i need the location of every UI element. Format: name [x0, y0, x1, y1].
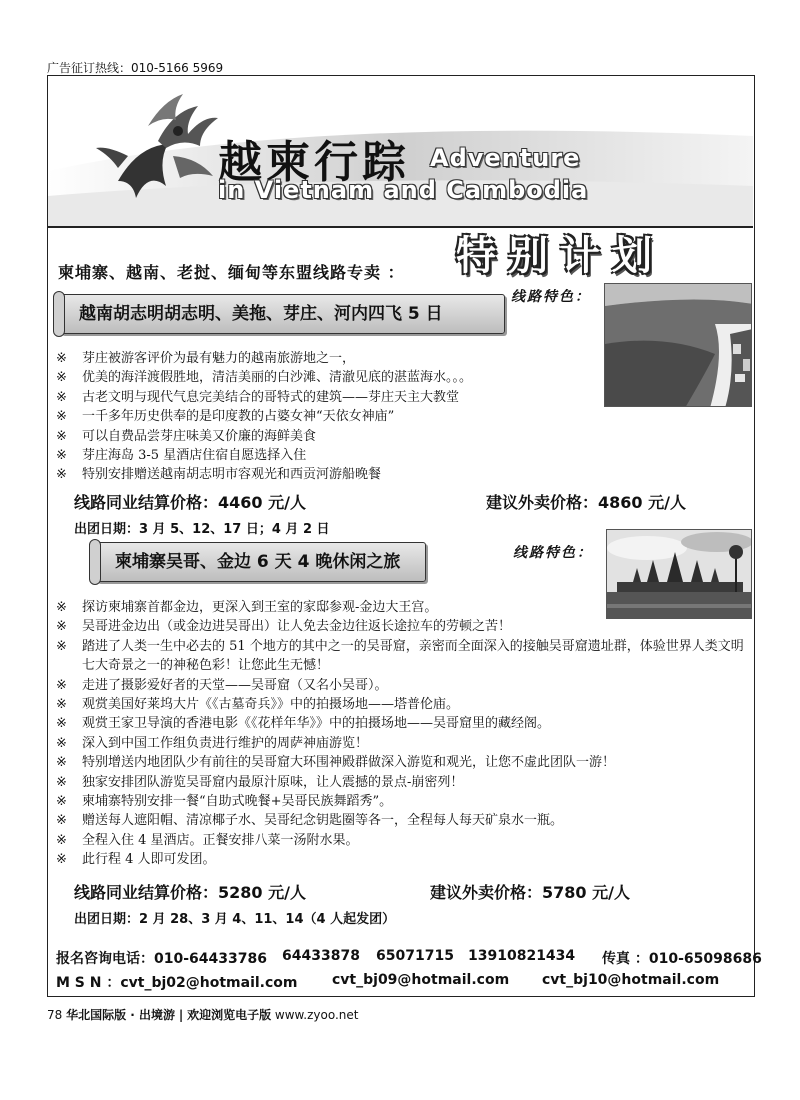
reference-mark-icon: ※: [56, 351, 67, 366]
list-item: ※ 此行程 4 人即可发团。: [56, 850, 751, 869]
list-item: ※ 赠送每人遮阳帽、清凉椰子水、吴哥纪念钥匙圈等各一，全程每人每天矿泉水一瓶。: [56, 811, 751, 830]
reference-mark-icon: ※: [56, 755, 67, 771]
brand-name-en-line1: Adventure: [430, 144, 581, 172]
brand-name-cn: 越柬行踪: [218, 137, 410, 188]
list-item: ※ 独家安排团队游览吴哥窟内最原汁原味，让人震撼的景点-崩密列！: [56, 773, 751, 792]
route1-title-banner: [60, 294, 505, 334]
reference-mark-icon: ※: [56, 735, 67, 751]
reference-mark-icon: ※: [56, 467, 67, 483]
route1-retail-price: 建议外卖价格：4860 元/人: [486, 493, 686, 512]
list-item: ※ 吴哥进金边出（或金边进吴哥出）让人免去金边往返长途拉车的劳顿之苦！: [56, 617, 751, 636]
list-item: ※ 一千多年历史供奉的是印度教的占婆女神“天依女神庙”: [56, 407, 601, 426]
edition-label: 华北国际版 · 出境游: [66, 1008, 176, 1022]
contact-msn: [56, 972, 751, 992]
route1-highlights-list: [56, 349, 601, 485]
fax-number: 传真 ：010-65098686: [602, 951, 762, 967]
reference-mark-icon: ※: [56, 600, 67, 615]
list-item: ※ 可以自费品尝芽庄味美又价廉的海鲜美食: [56, 427, 601, 446]
phone-2: 64433878: [282, 948, 360, 964]
reference-mark-icon: ※: [56, 697, 67, 713]
reference-mark-icon: ※: [56, 774, 67, 790]
reference-mark-icon: ※: [56, 409, 67, 425]
msn-3: cvt_bj10@hotmail.com: [542, 972, 720, 988]
reference-mark-icon: ※: [56, 370, 67, 386]
list-item: ※ 观赏美国好莱坞大片《《古墓奇兵》》中的拍摄场地——塔普伦庙。: [56, 695, 751, 714]
website-url: www.zyoo.net: [274, 1008, 359, 1022]
list-item: ※ 观赏王家卫导演的香港电影《《花样年华》》中的拍摄场地——吴哥窟里的藏经阁。: [56, 714, 751, 733]
list-item: ※ 深入到中国工作组负责进行维护的周萨神庙游览！: [56, 734, 751, 753]
reference-mark-icon: ※: [56, 389, 67, 405]
list-item: ※ 走进了摄影爱好者的天堂——吴哥窟（又名小吴哥）。: [56, 676, 751, 695]
route2-peer-price: 线路同业结算价格：5280 元/人: [74, 883, 306, 902]
contact-phones: [56, 948, 762, 968]
route2-departure-dates: 出团日期：2 月 28、3 月 4、11、14（4 人起发团）: [74, 912, 396, 927]
route1-feature-label: 线路特色：: [511, 289, 591, 305]
reference-mark-icon: ※: [56, 448, 67, 464]
advert-frame: [47, 75, 762, 997]
route1-peer-price: 线路同业结算价格：4460 元/人: [74, 493, 306, 512]
special-plan-title: 特别计划: [456, 232, 664, 279]
reference-mark-icon: ※: [56, 619, 67, 635]
list-item: ※ 全程入住 4 星酒店。正餐安排八菜一汤附水果。: [56, 831, 751, 850]
page-number: 78: [47, 1008, 63, 1022]
page-footer: [47, 1006, 358, 1023]
phone-main: 报名咨询电话：010-64433786: [56, 951, 267, 967]
ad-hotline: 广告征订热线：010-5166 5969: [47, 61, 224, 75]
route1-title: 越南胡志明胡志明、美拖、芽庄、河内四飞 5 日: [79, 304, 443, 324]
list-item: ※ 特别安排赠送越南胡志明市容观光和西贡河游船晚餐: [56, 465, 601, 484]
list-item: ※ 特别增送内地团队少有前往的吴哥窟大环围神殿群做深入游览和观光，让您不虚此团队一游！: [56, 753, 751, 772]
nha-trang-beach-photo: [604, 283, 752, 407]
reference-mark-icon: ※: [56, 794, 67, 810]
route2-title-banner: [96, 542, 426, 582]
dancer-logo-icon: [88, 86, 228, 211]
list-item: ※ 优美的海洋渡假胜地，清洁美丽的白沙滩、清澈见底的湛蓝海水。。。: [56, 368, 601, 387]
footer-separator: |: [178, 1008, 184, 1022]
reference-mark-icon: ※: [56, 638, 67, 654]
list-item: ※ 柬埔寨特别安排一餐“自助式晚餐+吴哥民族舞蹈秀”。: [56, 792, 751, 811]
list-item: ※ 芽庄海岛 3-5 星酒店住宿自愿选择入住: [56, 446, 601, 465]
list-item: ※ 探访柬埔寨首都金边，更深入到王室的家邸参观-金边大王宫。: [56, 598, 751, 617]
reference-mark-icon: ※: [56, 428, 67, 444]
route2-feature-label: 线路特色：: [513, 545, 593, 561]
route2-highlights-list: [56, 598, 751, 870]
list-item: ※ 芽庄被游客评价为最有魅力的越南旅游地之一，: [56, 349, 601, 368]
msn-2: cvt_bj09@hotmail.com: [332, 972, 510, 988]
list-item: ※ 踏进了人类一生中必去的 51 个地方的其中之一的吴哥窟，亲密而全面深入的接触吴哥窟遗址群，体验世界人类文明七大奇景之一的神秘色彩！让您此生无憾！: [56, 638, 744, 674]
reference-mark-icon: ※: [56, 716, 67, 732]
reference-mark-icon: ※: [56, 852, 67, 868]
brand-name-en-line2: in Vietnam and Cambodia: [218, 176, 589, 204]
asean-routes-subtitle: 柬埔寨、越南、老挝、缅甸等东盟线路专卖 ：: [58, 263, 405, 282]
route1-departure-dates: 出团日期：3 月 5、12、17 日；4 月 2 日: [74, 522, 330, 537]
reference-mark-icon: ※: [56, 813, 67, 829]
msn-1: M S N ：cvt_bj02@hotmail.com: [56, 975, 298, 991]
reference-mark-icon: ※: [56, 832, 67, 848]
list-item: ※ 古老文明与现代气息完美结合的哥特式的建筑——芽庄天主大教堂: [56, 388, 601, 407]
welcome-label: 欢迎浏览电子版: [187, 1008, 272, 1022]
route2-title: 柬埔寨吴哥、金边 6 天 4 晚休闲之旅: [115, 552, 401, 572]
route2-retail-price: 建议外卖价格：5780 元/人: [430, 883, 630, 902]
phone-4: 13910821434: [468, 948, 576, 964]
header-banner: [48, 76, 753, 226]
reference-mark-icon: ※: [56, 677, 67, 693]
phone-3: 65071715: [376, 948, 454, 964]
